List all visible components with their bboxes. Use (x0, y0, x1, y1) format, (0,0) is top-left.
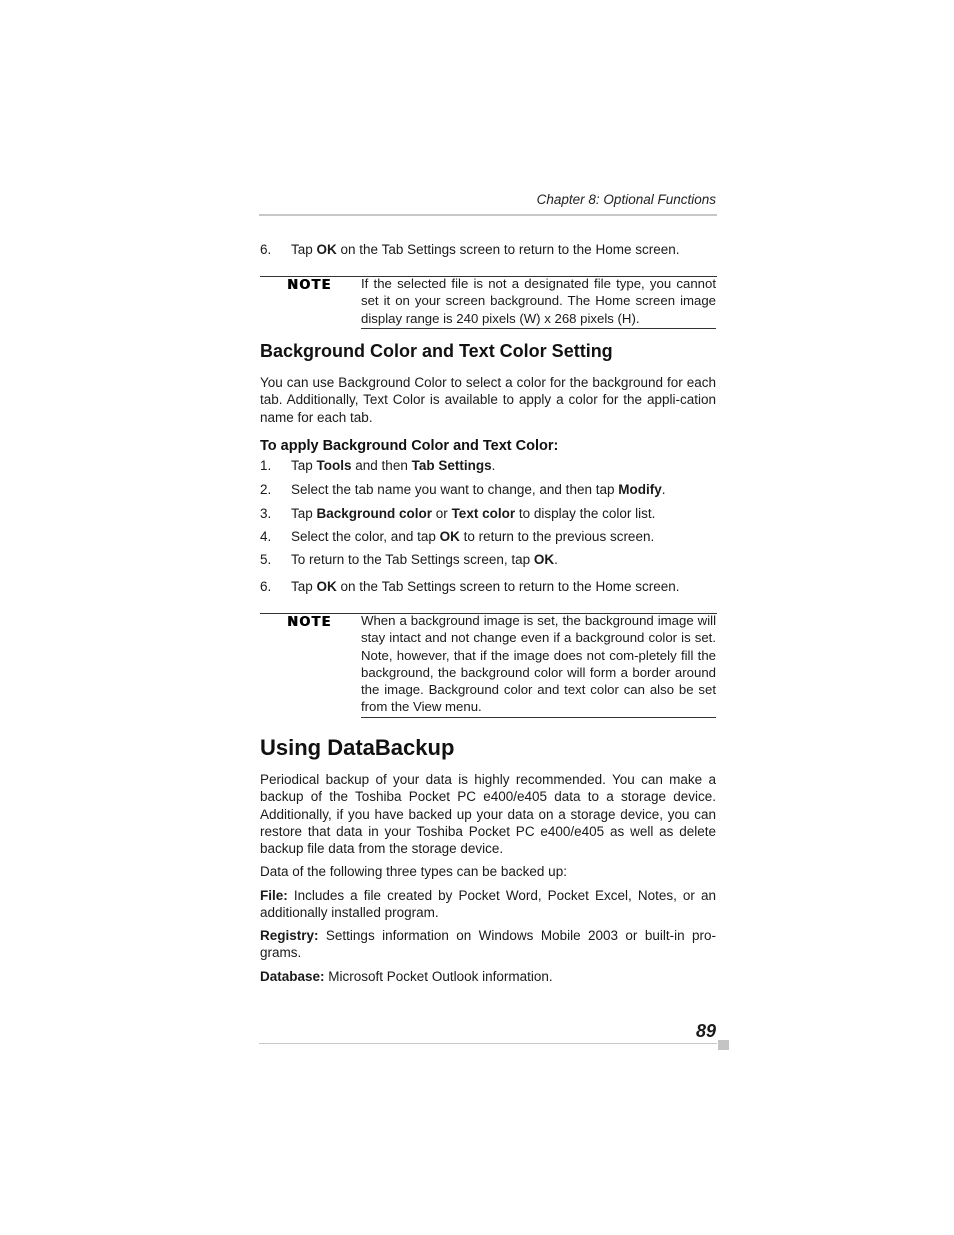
step-text: Select the tab name you want to change, and then tap Modify. (291, 482, 666, 497)
footer-square-marker (718, 1040, 729, 1050)
step-number: 5. (260, 552, 272, 567)
step-number: 4. (260, 529, 272, 544)
page-number: 89 (695, 1021, 716, 1041)
step-number: 1. (260, 458, 272, 473)
chapter-header: Chapter 8: Optional Functions (536, 192, 716, 207)
step-text: Select the color, and tap OK to return to the previous screen. (291, 529, 655, 544)
registry-type-description: Registry: Settings information on Windows Mobile 2003 or built-in pro-grams. (260, 928, 716, 961)
step-text: Tap OK on the Tab Settings screen to return to the Home screen. (291, 242, 680, 257)
step-text: Tap OK on the Tab Settings screen to return to the Home screen. (291, 579, 680, 594)
section-intro: Periodical backup of your data is highly recommended. You can make a backup of the Toshiba Pocket PC e400/e405 data to a storage device. Additionally, if you have backed up your data on a storage device, you can restore that data in your Toshiba Pocket PC e400/e405 as well as delete backup file data from the storage device. (260, 772, 716, 857)
database-type-description: Database: Microsoft Pocket Outlook information. (260, 969, 553, 984)
note-text: When a background image is set, the background image will stay intact and not change even if a background color is set. Note, however, that if the image does not com-pletely fill the background, the background color will form a border around the image. Background color and text color can also be set from the View menu. (361, 612, 716, 718)
section-heading: Using DataBackup (260, 735, 455, 760)
header-rule (259, 214, 717, 216)
step-text: To return to the Tab Settings screen, tap OK. (291, 552, 558, 567)
section-intro: You can use Background Color to select a color for the background for each tab. Additionally, Text Color is available to apply a color for the appli-cation name for each tab. (260, 375, 716, 425)
subsection-heading: To apply Background Color and Text Color: (260, 438, 559, 454)
step-number: 3. (260, 506, 272, 521)
step-text: Tap Background color or Text color to display the color list. (291, 506, 656, 521)
note-label: NOTE (287, 615, 332, 630)
types-intro: Data of the following three types can be backed up: (260, 864, 567, 879)
step-text: Tap Tools and then Tab Settings. (291, 458, 496, 473)
note-label: NOTE (287, 278, 332, 293)
footer-rule (259, 1043, 717, 1044)
step-number: 6. (260, 579, 272, 594)
section-heading: Background Color and Text Color Setting (260, 341, 613, 361)
note-text: If the selected file is not a designated file type, you cannot set it on your screen background. The Home screen image display range is 240 pixels (W) x 268 pixels (H). (361, 275, 716, 329)
step-number: 6. (260, 242, 272, 257)
step-number: 2. (260, 482, 272, 497)
file-type-description: File: Includes a file created by Pocket Word, Pocket Excel, Notes, or an additionally installed program. (260, 888, 716, 921)
